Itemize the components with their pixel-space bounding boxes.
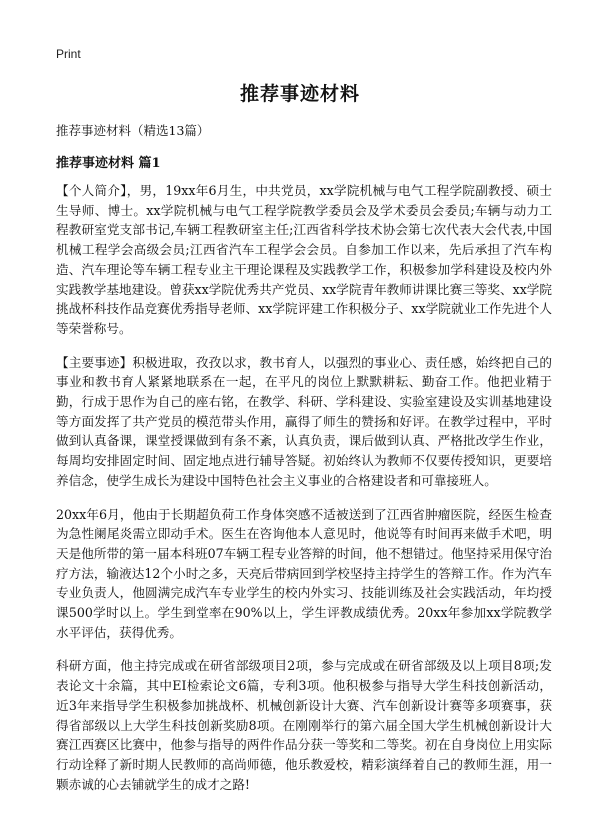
article-body: [56, 181, 552, 808]
print-link[interactable]: Print: [56, 47, 81, 61]
section-heading: 推荐事迹材料 篇1: [56, 156, 161, 171]
paragraph-main-deeds: 【主要事迹】积极进取，孜孜以求，教书育人，以强烈的事业心、责任感，始终把自己的事业和教书育人紧紧地联系在一起，在平凡的岗位上默默耕耘、勤奋工作。他把业精于勤，行成于思作为自己的座右铭，在教学、科研、学科建设、实验室建设及实训基地建设等方面发挥了共产党员的模范带头作用，赢得了师生的赞扬和好评。在教学过程中，平时做到认真备课，课堂授课做到有条不紊，认真负责，课后做到认真、严格批改学生作业，每周均安排固定时间、固定地点进行辅导答疑。初始终认为教师不仅要传授知识，更要培养信念，使学生成长为建设中国特色社会主义事业的合格建设者和可靠接班人。: [56, 354, 552, 488]
paragraph-dedication: 20xx年6月，他由于长期超负荷工作身体突感不适被送到了江西省肿瘤医院，经医生检查为急性阑尾炎需立即动手术。医生在咨询他本人意见时，他说等有时间再来做手术吧，明天是他所带的第一届本科班07车辆工程专业答辩的时间，他不想错过。他坚持采用保守治疗方法，输液达12个小时之多，天亮后带病回到学校坚持主持学生的答辩工作。作为汽车专业负责人，他圆满完成汽车专业学生的校内外实习、技能训练及社会实践活动，年均授课500学时以上。学生到堂率在90%以上，学生评教成绩优秀。20xx年参加xx学院教学水平评估，获得优秀。: [56, 506, 552, 640]
paragraph-profile: 【个人简介】，男，19xx年6月生，中共党员，xx学院机械与电气工程学院副教授、硕士生导师、博士。xx学院机械与电气工程学院教学委员会及学术委员会委员;车辆与动力工程教研室党支部书记,车辆工程教研室主任;江西省科学技术协会第七次代表大会代表,中国机械工程学会高级会员;江西省汽车工程学会会员。自参加工作以来，先后承担了汽车构造、汽车理论等车辆工程专业主干理论课程及实践教学工作，积极参加学科建设及校内外实践教学基地建设。曾获xx学院优秀共产党员、xx学院青年教师讲课比赛三等奖、xx学院挑战杯科技作品竞赛优秀指导老师、xx学院评建工作积极分子、xx学院就业工作先进个人等荣誉称号。: [56, 183, 552, 336]
page-title: 推荐事迹材料: [239, 83, 360, 105]
paragraph-research: 科研方面，他主持完成或在研省部级项目2项，参与完成或在研省部级及以上项目8项;发表论文十余篇，其中EI检索论文6篇，专利3项。他积极参与指导大学生科技创新活动，近3年来指导学生积极参加挑战杯、机械创新设计大赛、汽车创新设计赛等多项赛事，获得省部级以上大学生科技创新奖励8项。在刚刚举行的第六届全国大学生机械创新设计大赛江西赛区比赛中，他参与指导的两件作品分获一等奖和二等奖。初在自身岗位上用实际行动诠释了新时期人民教师的高尚师德，他乐教爱校，精彩演绎着自己的教师生涯，用一颗赤诚的心去铺就学生的成才之路!: [56, 658, 552, 792]
document-subtitle: 推荐事迹材料（精选13篇）: [56, 123, 210, 138]
